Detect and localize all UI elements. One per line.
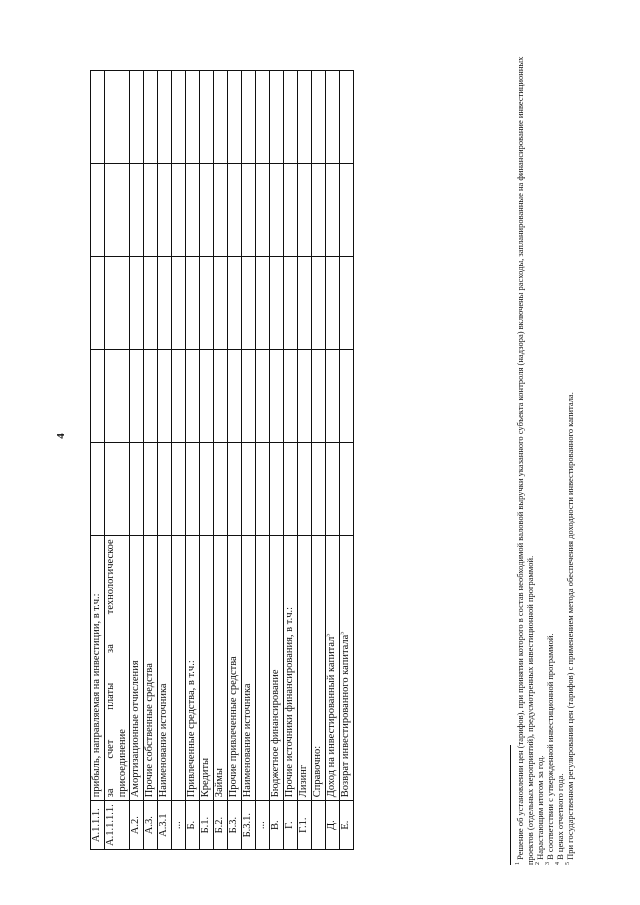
value-cell [284, 257, 298, 350]
value-cell [172, 164, 186, 257]
value-cell [91, 350, 105, 443]
table-row [326, 71, 340, 850]
financing-table [90, 70, 354, 850]
row-code: А.3.1 [158, 801, 172, 850]
row-code: А.3. [144, 801, 158, 850]
row-name-text: Возврат инвестированного капитала [340, 634, 351, 798]
value-cell [214, 257, 228, 350]
row-name [172, 536, 186, 801]
value-cell [298, 443, 312, 536]
value-cell [256, 71, 270, 164]
row-name-line2: присоединение [117, 729, 128, 798]
value-cell [158, 71, 172, 164]
row-code: Б.2. [214, 801, 228, 850]
value-cell [158, 443, 172, 536]
value-cell [242, 443, 256, 536]
row-name-text: Доход на инвестированный капитал [326, 636, 337, 798]
value-cell [186, 350, 200, 443]
value-cell [158, 257, 172, 350]
value-cell [228, 350, 242, 443]
row-name [340, 536, 354, 801]
row-name [298, 536, 312, 801]
value-cell [158, 350, 172, 443]
row-code: Г. [284, 801, 298, 850]
value-cell [326, 350, 340, 443]
value-cell [298, 71, 312, 164]
value-cell [326, 443, 340, 536]
value-cell [105, 71, 130, 164]
value-cell [200, 164, 214, 257]
table-row [200, 71, 214, 850]
table-row [158, 71, 172, 850]
value-cell [200, 71, 214, 164]
value-cell [214, 71, 228, 164]
value-cell [228, 71, 242, 164]
value-cell [105, 257, 130, 350]
row-code: Д. [326, 801, 340, 850]
row-name [158, 536, 172, 801]
row-name-word: платы [105, 682, 116, 710]
value-cell [326, 257, 340, 350]
value-cell [130, 350, 144, 443]
footnotes [510, 45, 575, 865]
value-cell [256, 257, 270, 350]
table-row [312, 71, 326, 850]
value-cell [340, 164, 354, 257]
value-cell [105, 164, 130, 257]
value-cell [130, 71, 144, 164]
value-cell [270, 71, 284, 164]
footnote-number: 4 [555, 862, 562, 865]
row-name-word: счет [105, 739, 116, 759]
row-name [186, 536, 200, 801]
row-name-text: Привлеченные средства, в т.ч.: [186, 660, 197, 798]
value-cell [186, 443, 200, 536]
row-name [228, 536, 242, 801]
value-cell [242, 257, 256, 350]
table-row [144, 71, 158, 850]
row-name [312, 536, 326, 801]
value-cell [144, 350, 158, 443]
value-cell [130, 443, 144, 536]
row-code: Е. [340, 801, 354, 850]
value-cell [144, 71, 158, 164]
table-row [214, 71, 228, 850]
row-code [312, 801, 326, 850]
value-cell [284, 350, 298, 443]
value-cell [312, 257, 326, 350]
value-cell [172, 71, 186, 164]
table-row [228, 71, 242, 850]
table-wrap [90, 70, 354, 850]
footnote-text: Решение об установлении цен (тарифов), при принятии которого в состав необходимой валовой выручки указанного субъекта контроля (надзора) включены расходы, запланированные на финансирование инвестиционных проектов (отдельных мероприятий), предусмотренных инвестиционной программой. [515, 56, 535, 865]
value-cell [228, 164, 242, 257]
footnote [565, 45, 575, 865]
row-name [270, 536, 284, 801]
row-name-text: Займы [214, 768, 225, 798]
footnote [515, 45, 535, 865]
row-code: А.1.1.1. [91, 801, 105, 850]
value-cell [214, 164, 228, 257]
row-name [242, 536, 256, 801]
value-cell [91, 164, 105, 257]
row-code: А.2. [130, 801, 144, 850]
table-row [270, 71, 284, 850]
footnote-ref: 5 [339, 631, 346, 635]
row-name [105, 536, 130, 801]
row-name [284, 536, 298, 801]
value-cell [200, 350, 214, 443]
row-name [200, 536, 214, 801]
row-name-text: Наименование источника [158, 683, 169, 798]
footnote-number: 5 [565, 862, 572, 865]
value-cell [284, 71, 298, 164]
value-cell [200, 257, 214, 350]
row-code: Г.1. [298, 801, 312, 850]
row-code: Б. [186, 801, 200, 850]
value-cell [105, 443, 130, 536]
footnote-text: При государственном регулировании цен (тарифов) с применением метода обеспечения доходности инвестированного капитала. [565, 392, 575, 860]
footnote-number: 3 [545, 862, 552, 865]
table-row [91, 71, 105, 850]
value-cell [91, 71, 105, 164]
value-cell [144, 443, 158, 536]
value-cell [214, 350, 228, 443]
footnote-ref: 5 [325, 633, 332, 637]
value-cell [284, 443, 298, 536]
row-code: ... [256, 801, 270, 850]
value-cell [270, 164, 284, 257]
value-cell [312, 164, 326, 257]
value-cell [172, 350, 186, 443]
row-name-text: Лизинг [298, 764, 309, 798]
value-cell [298, 164, 312, 257]
value-cell [186, 164, 200, 257]
footnote-text: В соответствии с утвержденной инвестиционной программой. [545, 633, 555, 860]
value-cell [340, 257, 354, 350]
footnote-text: В ценах отчетного года. [555, 773, 565, 860]
row-name-word: за [105, 788, 116, 798]
row-code: В. [270, 801, 284, 850]
table-row [105, 71, 130, 850]
row-name-line1 [105, 539, 117, 797]
value-cell [312, 71, 326, 164]
row-code: ... [172, 801, 186, 850]
row-name-text: Прочие привлеченные средства [228, 656, 239, 798]
value-cell [228, 257, 242, 350]
page-number: 4 [54, 433, 67, 439]
table-row [284, 71, 298, 850]
footnote-number: 1 [515, 862, 522, 865]
row-name-text: прибыль, направляемая на инвестиции, в т.ч.: [91, 593, 102, 798]
value-cell [242, 350, 256, 443]
row-name-word: за [105, 644, 116, 653]
value-cell [298, 350, 312, 443]
table-row [340, 71, 354, 850]
footnote [535, 45, 545, 865]
footnote-text: Нарастающим итогом за год. [535, 755, 545, 860]
value-cell [130, 164, 144, 257]
row-name-text: Кредиты [200, 757, 211, 798]
row-code: Б.3.1. [242, 801, 256, 850]
value-cell [326, 164, 340, 257]
value-cell [91, 257, 105, 350]
value-cell [228, 443, 242, 536]
value-cell [172, 443, 186, 536]
value-cell [242, 71, 256, 164]
table-row [186, 71, 200, 850]
row-code: А.1.1.1.1. [105, 801, 130, 850]
value-cell [270, 350, 284, 443]
table-row [298, 71, 312, 850]
row-name [144, 536, 158, 801]
footnote-number: 2 [535, 862, 542, 865]
value-cell [312, 350, 326, 443]
row-name-text: Справочно: [312, 745, 323, 798]
table-row [130, 71, 144, 850]
row-name [91, 536, 105, 801]
value-cell [144, 164, 158, 257]
value-cell [256, 443, 270, 536]
value-cell [105, 350, 130, 443]
footnote-rule [510, 745, 511, 865]
value-cell [130, 257, 144, 350]
value-cell [200, 443, 214, 536]
row-name-text: Прочие собственные средства [144, 663, 155, 798]
value-cell [256, 350, 270, 443]
row-name-word: технологическое [105, 539, 116, 615]
footnote [555, 45, 565, 865]
value-cell [340, 350, 354, 443]
footnote [545, 45, 555, 865]
row-name [214, 536, 228, 801]
row-name [326, 536, 340, 801]
value-cell [270, 257, 284, 350]
table-row [242, 71, 256, 850]
row-name-text: Прочие источники финансирования, в т.ч.: [284, 606, 295, 798]
value-cell [172, 257, 186, 350]
value-cell [144, 257, 158, 350]
value-cell [214, 443, 228, 536]
table-row [256, 71, 270, 850]
row-name-text: Бюджетное финансирование [270, 669, 281, 798]
value-cell [186, 257, 200, 350]
value-cell [91, 443, 105, 536]
value-cell [326, 71, 340, 164]
value-cell [340, 443, 354, 536]
row-name-text: Амортизационные отчисления [130, 660, 141, 798]
value-cell [298, 257, 312, 350]
row-name [256, 536, 270, 801]
value-cell [284, 164, 298, 257]
row-code: Б.3. [228, 801, 242, 850]
value-cell [340, 71, 354, 164]
table-row [172, 71, 186, 850]
value-cell [256, 164, 270, 257]
value-cell [158, 164, 172, 257]
row-name-text: Наименование источника [242, 683, 253, 798]
value-cell [242, 164, 256, 257]
value-cell [186, 71, 200, 164]
value-cell [270, 443, 284, 536]
value-cell [312, 443, 326, 536]
row-code: Б.1. [200, 801, 214, 850]
row-name [130, 536, 144, 801]
